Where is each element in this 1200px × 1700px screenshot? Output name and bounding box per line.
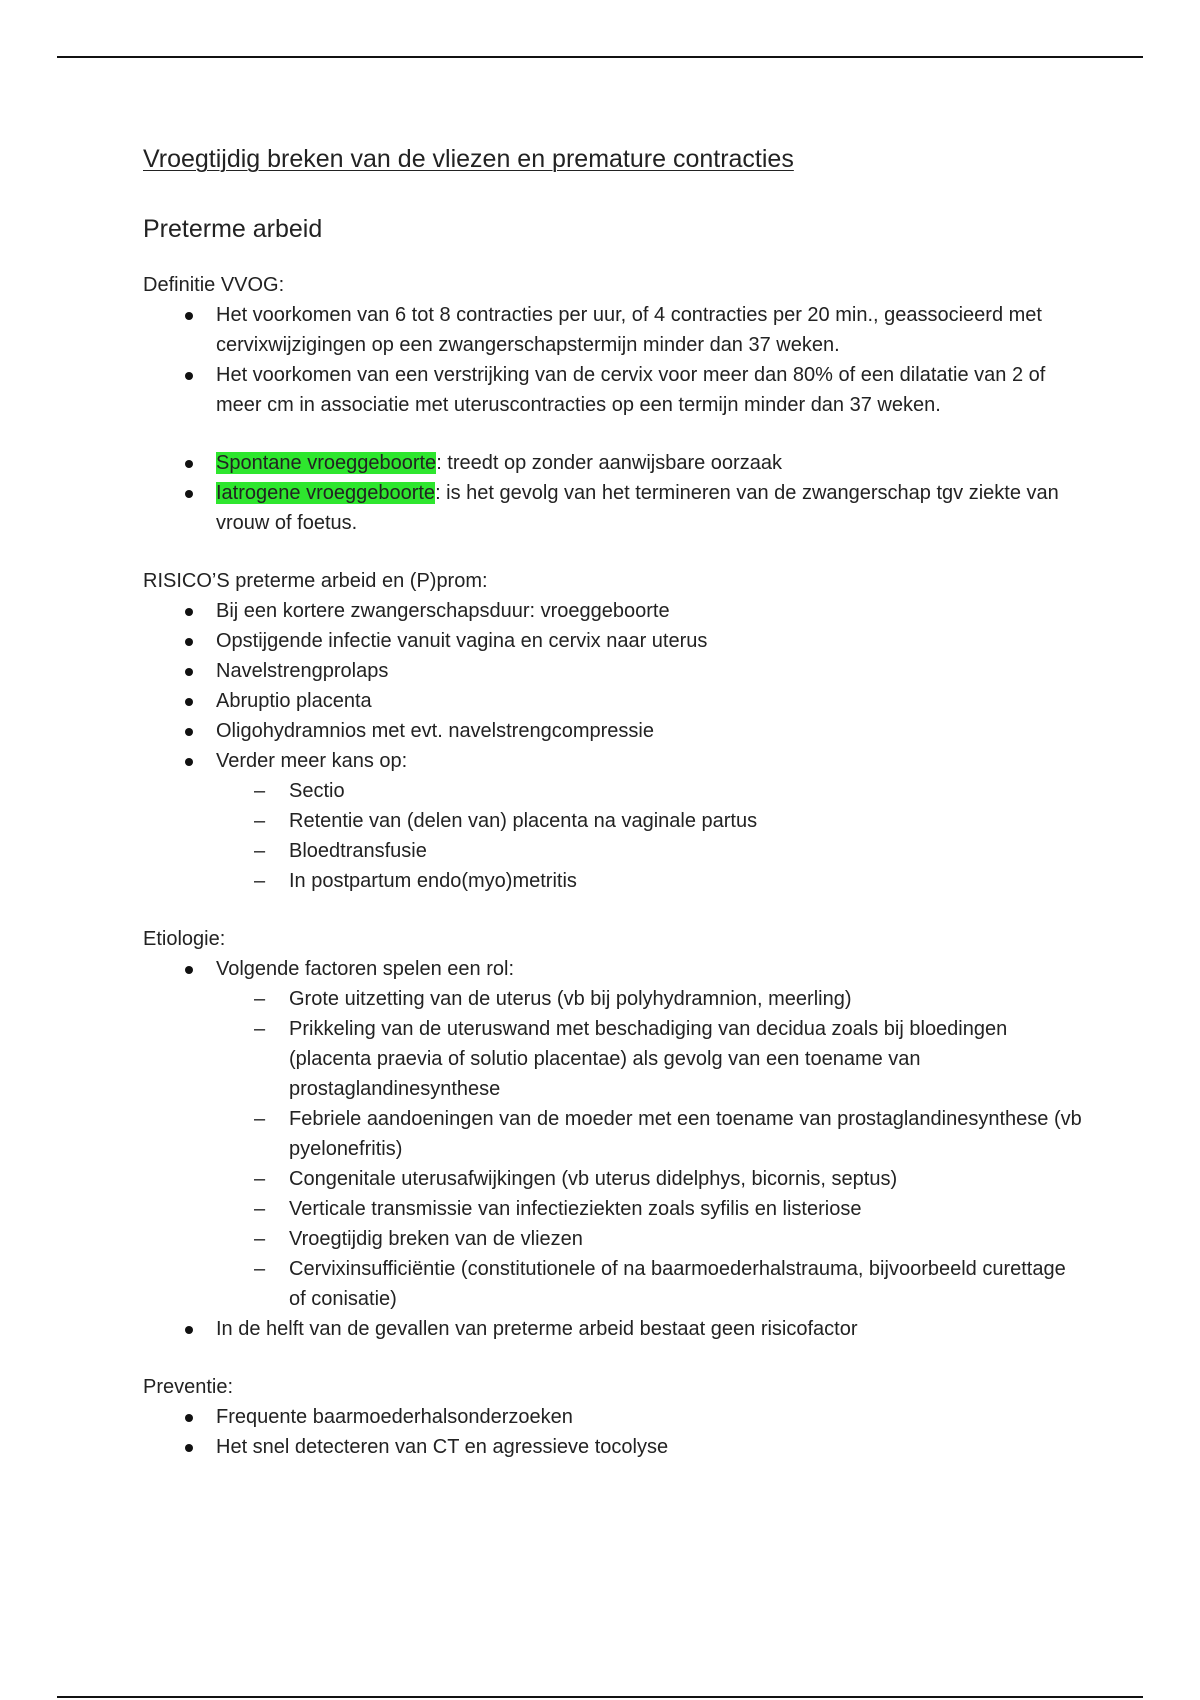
bullet-icon (185, 966, 193, 974)
dash-icon: – (254, 840, 266, 862)
list-item: In de helft van de gevallen van preterme arbeid bestaat geen risicofactor (143, 1314, 1083, 1344)
sub-list-item: – Cervixinsufficiëntie (constitutionele of na baarmoederhalstrauma, bijvoorbeeld curettage of conisatie) (216, 1254, 1083, 1314)
bullet-icon (185, 728, 193, 736)
types-list (143, 448, 1083, 538)
spacer (143, 538, 1083, 566)
sub-list-item: – Bloedtransfusie (216, 836, 1083, 866)
bullet-icon (185, 608, 193, 616)
list-item: Volgende factoren spelen een rol: – Grote uitzetting van de uterus (vb bij polyhydramnion, meerling) – Prikkeling van de uteruswand met beschadiging van decidua zoals bij bloedingen (placenta praevia of solutio placentae) als gevolg van een toename van prostaglandinesynthese – Febriele aandoeningen van de moeder met een toename van prostaglandinesynthese (vb pyelonefritis) – Congenitale uterusafwijkingen (vb uterus didelphys, bicornis, septus) – Verticale transmissie van infectieziekten zoals syfilis en listeriose – Vroegtijdig breken van de vliezen – Cervixinsufficiëntie (constitutionele of na baarmoederhalstrauma, bijvoorbeeld curettage of conisatie) (143, 954, 1083, 1314)
dash-icon: – (254, 1018, 266, 1040)
highlighted-term: Iatrogene vroeggeboorte (216, 482, 436, 504)
dash-icon: – (254, 988, 266, 1010)
list-item: Het voorkomen van 6 tot 8 contracties per uur, of 4 contracties per 20 min., geassocieerd met cervixwijzigingen op een zwangerschapstermijn minder dan 37 weken. (143, 300, 1083, 360)
list-item: Abruptio placenta (143, 686, 1083, 716)
bullet-icon (185, 698, 193, 706)
spacer (143, 896, 1083, 924)
list-item: Iatrogene vroeggeboorte: is het gevolg van het termineren van de zwangerschap tgv ziekte van vrouw of foetus. (143, 478, 1083, 538)
bullet-icon (185, 668, 193, 676)
bullet-icon (185, 638, 193, 646)
highlighted-term: Spontane vroeggeboorte (216, 452, 437, 474)
list-item: Het voorkomen van een verstrijking van de cervix voor meer dan 80% of een dilatatie van 2 of meer cm in associatie met uteruscontracties op een termijn minder dan 37 weken. (143, 360, 1083, 420)
etiologie-label: Etiologie: (143, 928, 226, 950)
preventie-label: Preventie: (143, 1376, 234, 1398)
spacer (143, 420, 1083, 448)
document-title: Vroegtijdig breken van de vliezen en premature contracties (143, 145, 794, 173)
dash-icon: – (254, 1228, 266, 1250)
sub-list-item: – Verticale transmissie van infectieziekten zoals syfilis en listeriose (216, 1194, 1083, 1224)
list-item: Oligohydramnios met evt. navelstrengcompressie (143, 716, 1083, 746)
dash-icon: – (254, 780, 266, 802)
list-item: Bij een kortere zwangerschapsduur: vroeggeboorte (143, 596, 1083, 626)
list-item: Navelstrengprolaps (143, 656, 1083, 686)
dash-icon: – (254, 1258, 266, 1280)
document-body (143, 142, 1083, 1462)
risicos-sublist (216, 776, 1083, 896)
definitie-list (143, 300, 1083, 420)
dash-icon: – (254, 870, 266, 892)
dash-icon: – (254, 1198, 266, 1220)
sub-list-item: – Grote uitzetting van de uterus (vb bij polyhydramnion, meerling) (216, 984, 1083, 1014)
bullet-icon (185, 1414, 193, 1422)
etiologie-sublist (216, 984, 1083, 1314)
sub-list-item: – Sectio (216, 776, 1083, 806)
list-item: Spontane vroeggeboorte: treedt op zonder aanwijsbare oorzaak (143, 448, 1083, 478)
list-item: Het snel detecteren van CT en agressieve tocolyse (143, 1432, 1083, 1462)
dash-icon: – (254, 810, 266, 832)
page-bottom-rule (57, 1696, 1143, 1698)
sub-list-item: – Febriele aandoeningen van de moeder met een toename van prostaglandinesynthese (vb pyelonefritis) (216, 1104, 1083, 1164)
risicos-label: RISICO’S preterme arbeid en (P)prom: (143, 570, 488, 592)
definitie-label: Definitie VVOG: (143, 274, 285, 296)
preventie-list (143, 1402, 1083, 1462)
spacer (143, 1344, 1083, 1372)
sub-list-item: – Vroegtijdig breken van de vliezen (216, 1224, 1083, 1254)
bullet-icon (185, 312, 193, 320)
bullet-icon (185, 1444, 193, 1452)
etiologie-list (143, 954, 1083, 1344)
bullet-icon (185, 372, 193, 380)
dash-icon: – (254, 1168, 266, 1190)
bullet-icon (185, 1326, 193, 1334)
bullet-icon (185, 758, 193, 766)
section-heading: Preterme arbeid (143, 215, 323, 243)
bullet-icon (185, 490, 193, 498)
bullet-icon (185, 460, 193, 468)
sub-list-item: – Retentie van (delen van) placenta na vaginale partus (216, 806, 1083, 836)
list-item: Frequente baarmoederhalsonderzoeken (143, 1402, 1083, 1432)
dash-icon: – (254, 1108, 266, 1130)
risicos-list (143, 596, 1083, 896)
sub-list-item: – Congenitale uterusafwijkingen (vb uterus didelphys, bicornis, septus) (216, 1164, 1083, 1194)
page-top-rule (57, 56, 1143, 58)
sub-list-item: – In postpartum endo(myo)metritis (216, 866, 1083, 896)
sub-list-item: – Prikkeling van de uteruswand met beschadiging van decidua zoals bij bloedingen (placenta praevia of solutio placentae) als gevolg van een toename van prostaglandinesynthese (216, 1014, 1083, 1104)
list-item: Opstijgende infectie vanuit vagina en cervix naar uterus (143, 626, 1083, 656)
list-item: Verder meer kans op: – Sectio – Retentie van (delen van) placenta na vaginale partus – Bloedtransfusie – In postpartum endo(myo)metritis (143, 746, 1083, 896)
